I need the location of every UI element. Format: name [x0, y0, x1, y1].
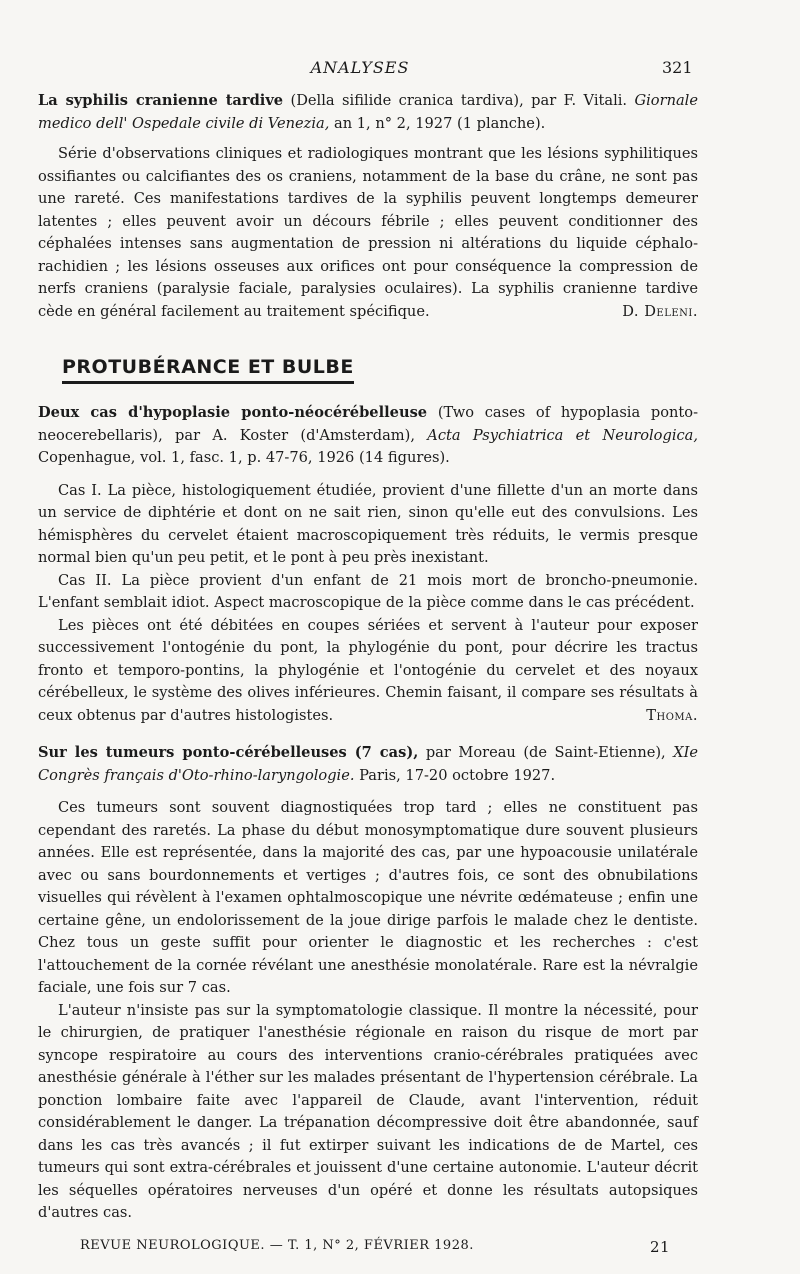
journal-name: Giornale medico dell' Ospedale civile di Venezia,: [38, 92, 698, 132]
article-title: Deux cas d'hypoplasie ponto-néocérébelleuse: [38, 404, 428, 421]
publication-details: an 1, n° 2, 1927 (1 planche).: [334, 114, 546, 132]
article-title: La syphilis cranienne tardive: [38, 92, 284, 109]
page-footer: [80, 1238, 680, 1256]
paragraph-case-1: Cas I. La pièce, histologiquement étudiée, provient d'une fillette d'un an morte dans un service de diphtérie et dont on ne sait rien, sinon qu'elle eut des convulsions. Les hémisphères du cervelet étaient macroscopiquement très réduits, le vermis presque normal bien qu'un peu petit, et le pont à peu près inexistant.: [38, 481, 698, 566]
paragraph-diagnosis: Ces tumeurs sont souvent diagnostiquées trop tard ; elles ne constituent pas cependant des raretés. La phase du début monosymptomatique dure souvent plusieurs années. Elle est représentée, dans la majorité des cas, par une hypoacousie unilatérale avec ou sans bourdonnements et vertiges ; d'autres fois, ce sont des obnubilations visuelles qui révèlent à l'examen ophtalmoscopique une névrite œdémateuse ; enfin une certaine gêne, un endolorissement de la joue dirige parfois le malade chez le dentiste. Chez tous un geste suffit pour orienter le diagnostic et les recherches : c'est l'attouchement de la cornée révélant une anesthésie monolatérale. Rare est la névralgie faciale, une fois sur 7 cas.: [38, 799, 698, 996]
article-reference: [38, 742, 698, 787]
journal-name: XIe Congrès français d'Oto-rhino-laryngologie.: [38, 744, 699, 784]
article-reference: [38, 402, 698, 470]
article-citation: (Della sifilide cranica tardiva), par F. Vitali.: [290, 92, 628, 109]
body-text: Les pièces ont été débitées en coupes sériées et servent à l'auteur pour exposer successivement l'ontogénie du pont, la phylogénie du pont, pour décrire les tractus fronto et temporo-pontins, la phylogénie et l'ontogénie du cervelet et des noyaux cérébelleux, le système des olives inférieures. Chemin faisant, il compare ses résultats à ceux obtenus par d'autres histologistes.: [38, 616, 698, 724]
article-reference: [38, 90, 698, 135]
article-syphilis: [38, 90, 698, 323]
publication-details: Copenhague, vol. 1, fasc. 1, p. 47-76, 1926 (14 figures).: [38, 449, 450, 466]
article-citation: par Moreau (de Saint-Etienne),: [425, 744, 666, 761]
publication-details: Paris, 17-20 octobre 1927.: [359, 766, 556, 784]
paragraph-case-2: Cas II. La pièce provient d'un enfant de 21 mois mort de broncho-pneumonie. L'enfant semblait idiot. Aspect macroscopique de la pièce comme dans le cas précédent.: [38, 571, 698, 611]
author-signature: D. Deleni.: [622, 302, 698, 320]
section-heading: PROTUBÉRANCE ET BULBE: [62, 356, 354, 384]
article-title: Sur les tumeurs ponto-cérébelleuses (7 cas),: [38, 744, 419, 761]
article-tumeurs: [38, 742, 698, 1225]
footer-journal: REVUE NEUROLOGIQUE. — T. 1, N° 2, FÉVRIER 1928.: [80, 1238, 474, 1253]
article-hypoplasia: [38, 402, 698, 727]
journal-name: Acta Psychiatrica et Neurologica,: [427, 426, 698, 444]
body-text: Série d'observations cliniques et radiologiques montrant que les lésions syphilitiques ossifiantes ou calcifiantes des os craniens, notamment de la base du crâne, ne sont pas une rareté. Ces manifestations tardives de la syphilis peuvent longtemps demeurer latentes ; elles peuvent avoir un décours fébrile ; elles peuvent conditionner des céphalées intenses sans augmentation de pression ni altérations du liquide céphalo-rachidien ; les lésions osseuses aux orifices ont pour conséquence la compression de nerfs craniens (paralysie faciale, paralysies oculaires). La syphilis cranienne tardive cède en général facilement au traitement spécifique.: [38, 145, 698, 320]
article-citation: (Two cases of hypoplasia ponto-neocerebellaris), par A. Koster (d'Amsterdam),: [38, 404, 698, 444]
author-signature: Thoma.: [646, 706, 698, 724]
paragraph-discussion: [38, 615, 698, 728]
running-header: ANALYSES: [310, 58, 410, 77]
paragraph-surgery: L'auteur n'insiste pas sur la symptomatologie classique. Il montre la nécessité, pour le chirurgien, de pratiquer l'anesthésie régionale en raison du risque de mort par syncope respiratoire au cours des interventions cranio-cérébrales pratiquées avec anesthésie générale à l'éther sur les malades présentant de l'hypertension cérébrale. La ponction lombaire faite avec l'appareil de Claude, avant l'intervention, réduit considérablement le danger. La trépanation décompressive doit être abandonnée, sauf dans les cas très avancés ; il fut extirper suivant les indications de de Martel, ces tumeurs qui sont extra-cérébrales et jouissent d'une certaine autonomie. L'auteur décrit les séquelles opératoires nerveuses d'un opéré et donne les résultats autopsiques d'autres cas.: [38, 1001, 698, 1221]
footer-number: 21: [650, 1238, 671, 1256]
page-number: 321: [662, 58, 693, 77]
article-body: [38, 143, 698, 323]
